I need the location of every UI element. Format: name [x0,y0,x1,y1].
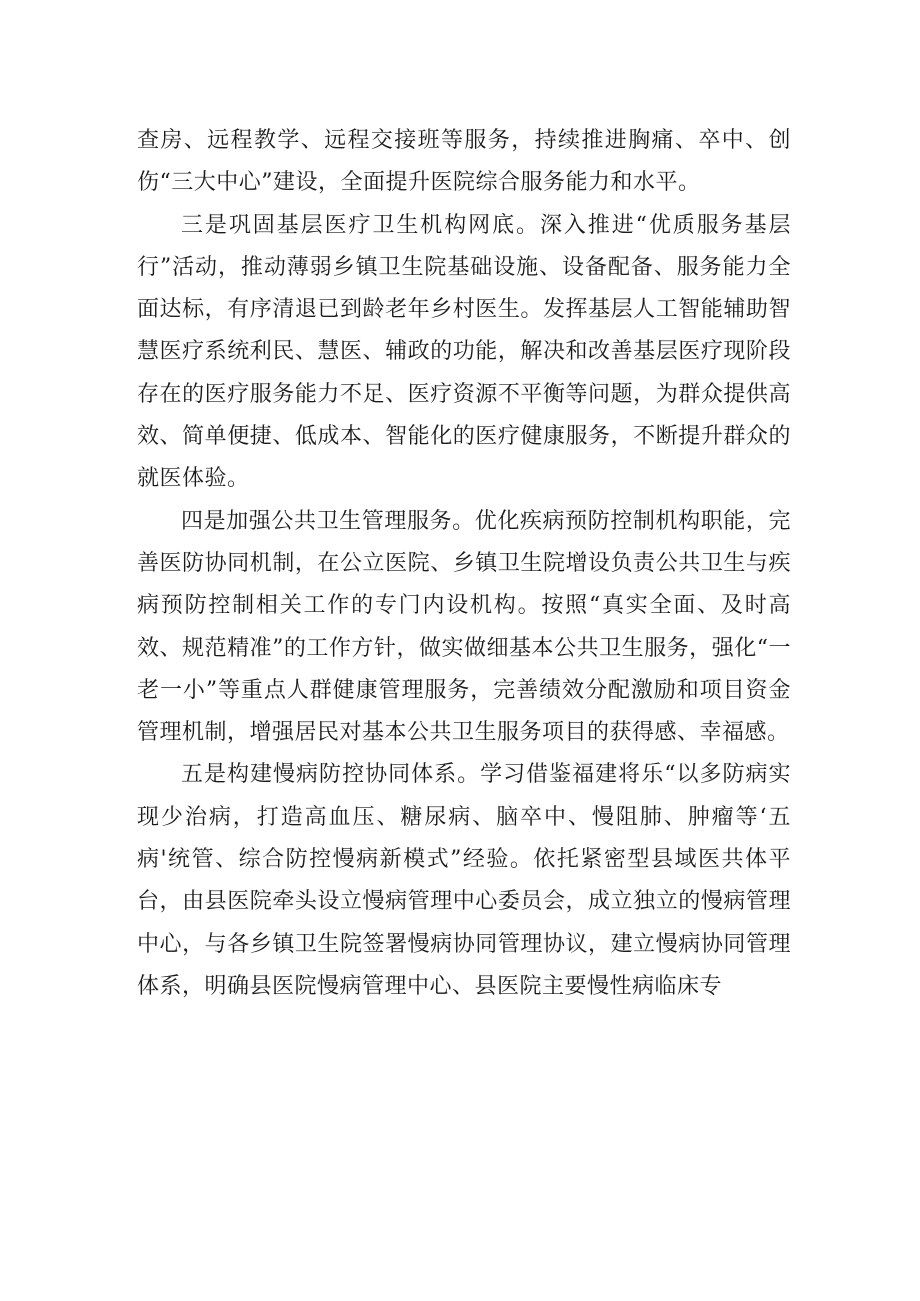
document-body [137,120,791,1008]
paragraph-2: 三是巩固基层医疗卫生机构网底。深入推进“优质服务基层行”活动，推动薄弱乡镇卫生院基础设施、设备配备、服务能力全面达标，有序清退已到龄老年乡村医生。发挥基层人工智能辅助智慧医疗系统利民、慧医、辅政的功能，解决和改善基层医疗现阶段存在的医疗服务能力不足、医疗资源不平衡等问题，为群众提供高效、简单便捷、低成本、智能化的医疗健康服务，不断提升群众的就医体验。 [137,212,791,492]
paragraph-1: 查房、远程教学、远程交接班等服务，持续推进胸痛、卒中、创伤“三大中心”建设，全面提升医院综合服务能力和水平。 [137,128,791,196]
paragraph-4: 五是构建慢病防控协同体系。学习借鉴福建将乐“以多防病实现少治病，打造高血压、糖尿病、脑卒中、慢阻肺、肿瘤等‘五病'统管、综合防控慢病新模式”经验。依托紧密型县域医共体平台，由县医院牵头设立慢病管理中心委员会，成立独立的慢病管理中心，与各乡镇卫生院签署慢病协同管理协议，建立慢病协同管理体系，明确县医院慢病管理中心、县医院主要慢性病临床专 [137,762,791,999]
paragraph-3: 四是加强公共卫生管理服务。优化疾病预防控制机构职能，完善医防协同机制，在公立医院、乡镇卫生院增设负责公共卫生与疾病预防控制相关工作的专门内设机构。按照“真实全面、及时高效、规范精准”的工作方针，做实做细基本公共卫生服务，强化“一老一小”等重点人群健康管理服务，完善绩效分配激励和项目资金管理机制，增强居民对基本公共卫生服务项目的获得感、幸福感。 [137,508,791,746]
